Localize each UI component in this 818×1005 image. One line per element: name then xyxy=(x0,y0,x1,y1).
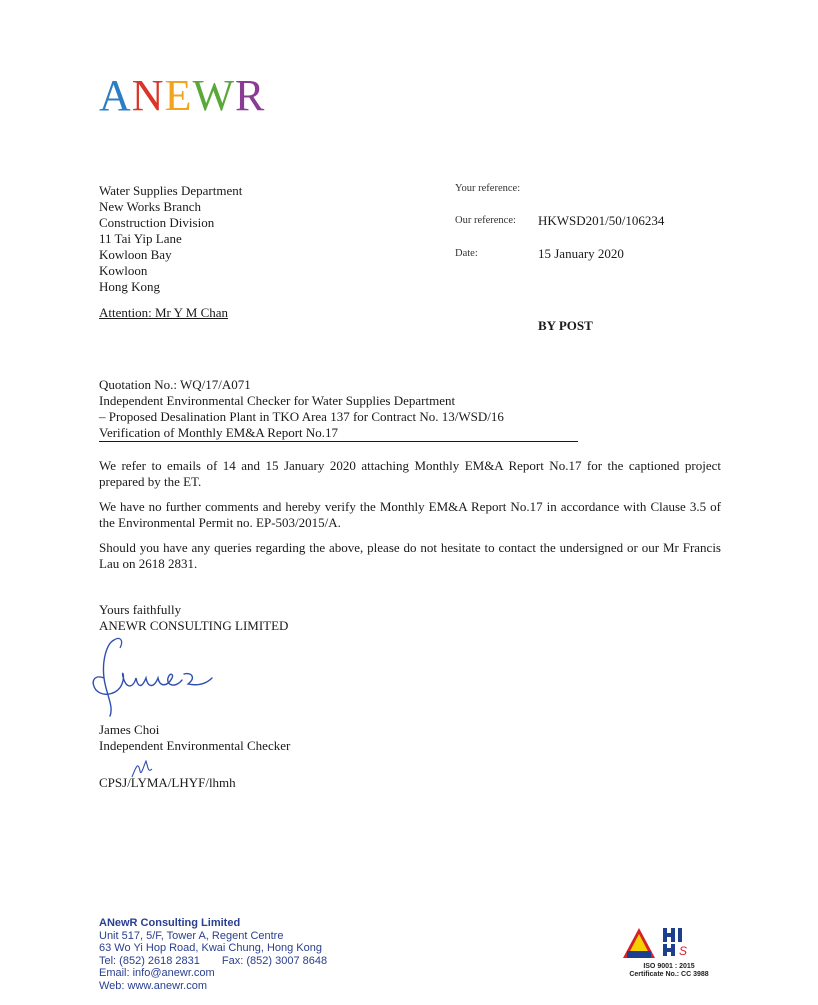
svg-text:S: S xyxy=(679,944,688,958)
recipient-address xyxy=(99,183,242,295)
signer-title: Independent Environmental Checker xyxy=(99,738,291,753)
date-label: Date: xyxy=(455,248,478,259)
our-reference-value: HKWSD201/50/106234 xyxy=(538,213,665,228)
logo-letter: A xyxy=(99,71,132,120)
footer-address: 63 Wo Yi Hop Road, Kwai Chung, Hong Kong xyxy=(99,942,322,954)
address-line: 11 Tai Yip Lane xyxy=(99,231,182,246)
certification-text xyxy=(612,963,726,979)
footer-address: Unit 517, 5/F, Tower A, Regent Centre xyxy=(99,929,284,942)
footer-email: Email: info@anewr.com xyxy=(99,967,215,979)
logo-letter: N xyxy=(131,71,165,120)
body-paragraph: Should you have any queries regarding the above, please do not hesitate to contact the undersigned or our Mr Francis Lau on 2618 2831. xyxy=(99,540,721,571)
address-line: Kowloon xyxy=(99,263,148,278)
footer-contact xyxy=(99,917,327,992)
your-reference-label: Your reference: xyxy=(455,183,521,194)
signer-block xyxy=(99,722,290,754)
delivery-method: BY POST xyxy=(538,318,593,333)
logo-letter: E xyxy=(164,71,193,120)
our-reference-label: Our reference: xyxy=(455,215,516,226)
footer-phone-row xyxy=(99,955,327,968)
address-line: New Works Branch xyxy=(99,199,201,214)
address-line: Kowloon Bay xyxy=(99,247,172,262)
logo-letter: W xyxy=(192,71,235,120)
logo-letter: R xyxy=(234,71,266,120)
address-line: Hong Kong xyxy=(99,279,161,294)
closing-block xyxy=(99,602,288,634)
attention-line: Attention: Mr Y M Chan xyxy=(99,305,229,320)
company-logo xyxy=(99,71,266,120)
footer-company: ANewR Consulting Limited xyxy=(99,917,241,929)
address-line: Construction Division xyxy=(99,215,215,230)
iso-standard: ISO 9001 : 2015 xyxy=(643,963,695,970)
valediction: Yours faithfully xyxy=(99,602,182,617)
signer-name: James Choi xyxy=(99,722,160,737)
body-paragraph: We have no further comments and hereby verify the Monthly EM&A Report No.17 in accordance with Clause 3.5 of the Environmental Permit no. EP-503/2015/A. xyxy=(99,499,721,530)
subject-line: Independent Environmental Checker for Water Supplies Department xyxy=(99,393,456,408)
body-paragraph: We refer to emails of 14 and 15 January 2020 attaching Monthly EM&A Report No.17 for the captioned project prepared by the ET. xyxy=(99,458,721,489)
address-line: Water Supplies Department xyxy=(99,183,243,198)
closing-company: ANEWR CONSULTING LIMITED xyxy=(99,618,289,633)
subject-block xyxy=(99,377,578,442)
certificate-number: Certificate No.: CC 3988 xyxy=(629,971,709,978)
footer-tel: Tel: (852) 2618 2831 xyxy=(99,954,200,967)
subject-line: Verification of Monthly EM&A Report No.17 xyxy=(99,425,578,442)
reference-initials: CPSJ/LYMA/LHYF/lhmh xyxy=(99,775,236,790)
signature-image xyxy=(84,634,264,720)
subject-line: – Proposed Desalination Plant in TKO Area 137 for Contract No. 13/WSD/16 xyxy=(99,409,504,424)
subject-line: Quotation No.: WQ/17/A071 xyxy=(99,377,251,392)
handwritten-initials xyxy=(128,757,156,781)
footer-web: Web: www.anewr.com xyxy=(99,979,208,992)
date-value: 15 January 2020 xyxy=(538,246,624,261)
footer-fax: Fax: (852) 3007 8648 xyxy=(221,954,328,967)
